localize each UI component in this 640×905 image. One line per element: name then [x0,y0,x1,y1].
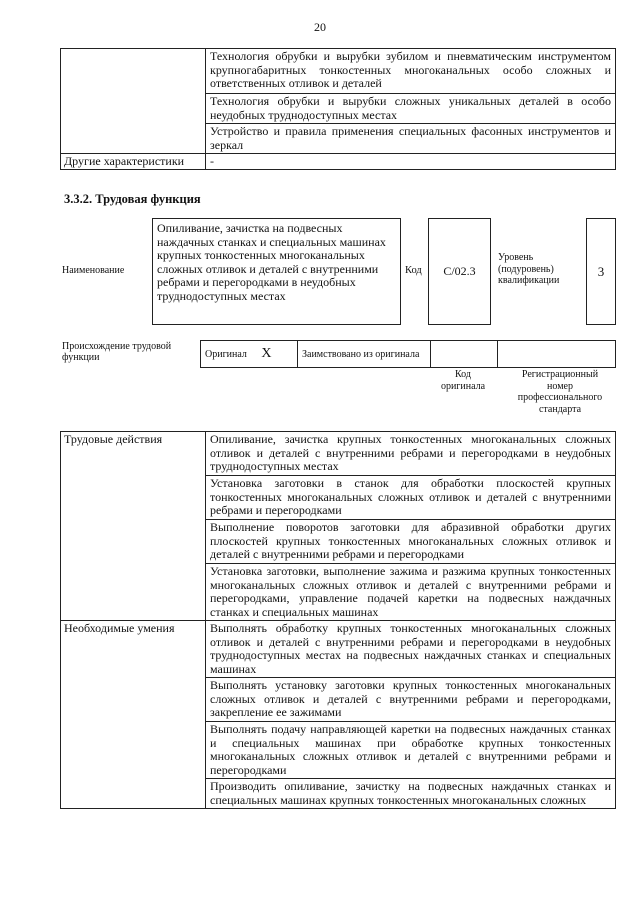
table-value-cell: Устройство и правила применения специальных фасонных инструментов и зеркал [206,124,616,154]
labor-action-item: Опиливание, зачистка крупных тонкостенных многоканальных сложных отливок и деталей с внутренними ребрами и перегородками в неудобных труднодоступных местах [206,432,616,476]
registration-number-caption: Регистрационный номер профессионального стандарта [517,369,603,415]
group-label-labor-actions: Трудовые действия [61,432,206,621]
table-row [61,432,616,476]
skill-item: Выполнять подачу направляющей каретки на подвесных наждачных станках и специальных машинах при обработке крупных тонкостенных многоканальных сложных отливок и деталей с внутренними ребрами и перегородками [206,722,616,779]
original-code-cell [431,341,498,368]
labor-actions-skills-table [60,431,616,809]
code-label: Код [405,265,422,276]
page-number: 20 [314,20,326,34]
original-code-caption: Код оригинала [440,369,486,392]
original-mark: X [261,346,272,361]
origin-table [200,340,616,368]
group-label-required-skills: Необходимые умения [61,621,206,809]
original-label: Оригинал [205,349,247,360]
labor-action-item: Установка заготовки в станок для обработки плоскостей крупных тонкостенных многоканальных сложных отливок и деталей с внутренними ребрами и перегородками [206,476,616,520]
table-value-cell: Технология обрубки и вырубки зубилом и пневматическим инструментом крупногабаритных тонкостенных многоканальных особо сложных и ответственных отливок и деталей [206,49,616,94]
function-code-value [428,218,491,325]
table-value-cell: Технология обрубки и вырубки сложных уникальных деталей в особо неудобных труднодоступных местах [206,94,616,124]
name-label: Наименование [62,265,125,276]
level-label: Уровень (подуровень) квалификации [498,252,560,286]
table-label-cell [61,49,206,154]
table-row [61,154,616,170]
skill-item: Выполнять обработку крупных тонкостенных многоканальных сложных отливок и деталей с внутренними ребрами и перегородками в неудобных труднодоступных местах на подвесных наждачных станках и специальных машинах [206,621,616,678]
borrowed-cell: Заимствовано из оригинала [298,341,431,368]
qualification-level-text: 3 [597,263,605,279]
labor-action-item: Установка заготовки, выполнение зажима и разжима крупных тонкостенных многоканальных сложных отливок и деталей с внутренними ребрами и перегородками, управление подачей каретки на подвесных наждачных станках и специальных машинах [206,564,616,621]
table-value-cell: - [206,154,616,170]
function-code-text: C/02.3 [443,264,476,278]
original-cell [201,341,298,368]
labor-action-item: Выполнение поворотов заготовки для абразивной обработки других плоскостей крупных тонкостенных многоканальных сложных отливок и деталей с внутренними ребрами и перегородками [206,520,616,564]
skill-item: Производить опиливание, зачистку на подвесных наждачных станках и специальных машинах крупных тонкостенных многоканальных сложных [206,779,616,809]
origin-label: Происхождение трудовой функции [62,341,172,363]
registration-number-cell [498,341,616,368]
section-title: 3.3.2. Трудовая функция [64,192,201,206]
table-row [61,621,616,678]
function-name-value: Опиливание, зачистка на подвесных наждачных станках и специальных машинах крупных тонкостенных многоканальных сложных отливок и деталей с внутренними ребрами и перегородками в неудобных труднодоступных местах [152,218,401,325]
knowledge-table-continuation [60,48,616,170]
qualification-level-value [586,218,616,325]
skill-item: Выполнять установку заготовки крупных тонкостенных многоканальных сложных отливок и деталей с внутренними ребрами и перегородками, закрепление ее зажимами [206,678,616,722]
table-row [61,49,616,94]
table-label-cell: Другие характеристики [61,154,206,170]
table-row [201,341,616,368]
